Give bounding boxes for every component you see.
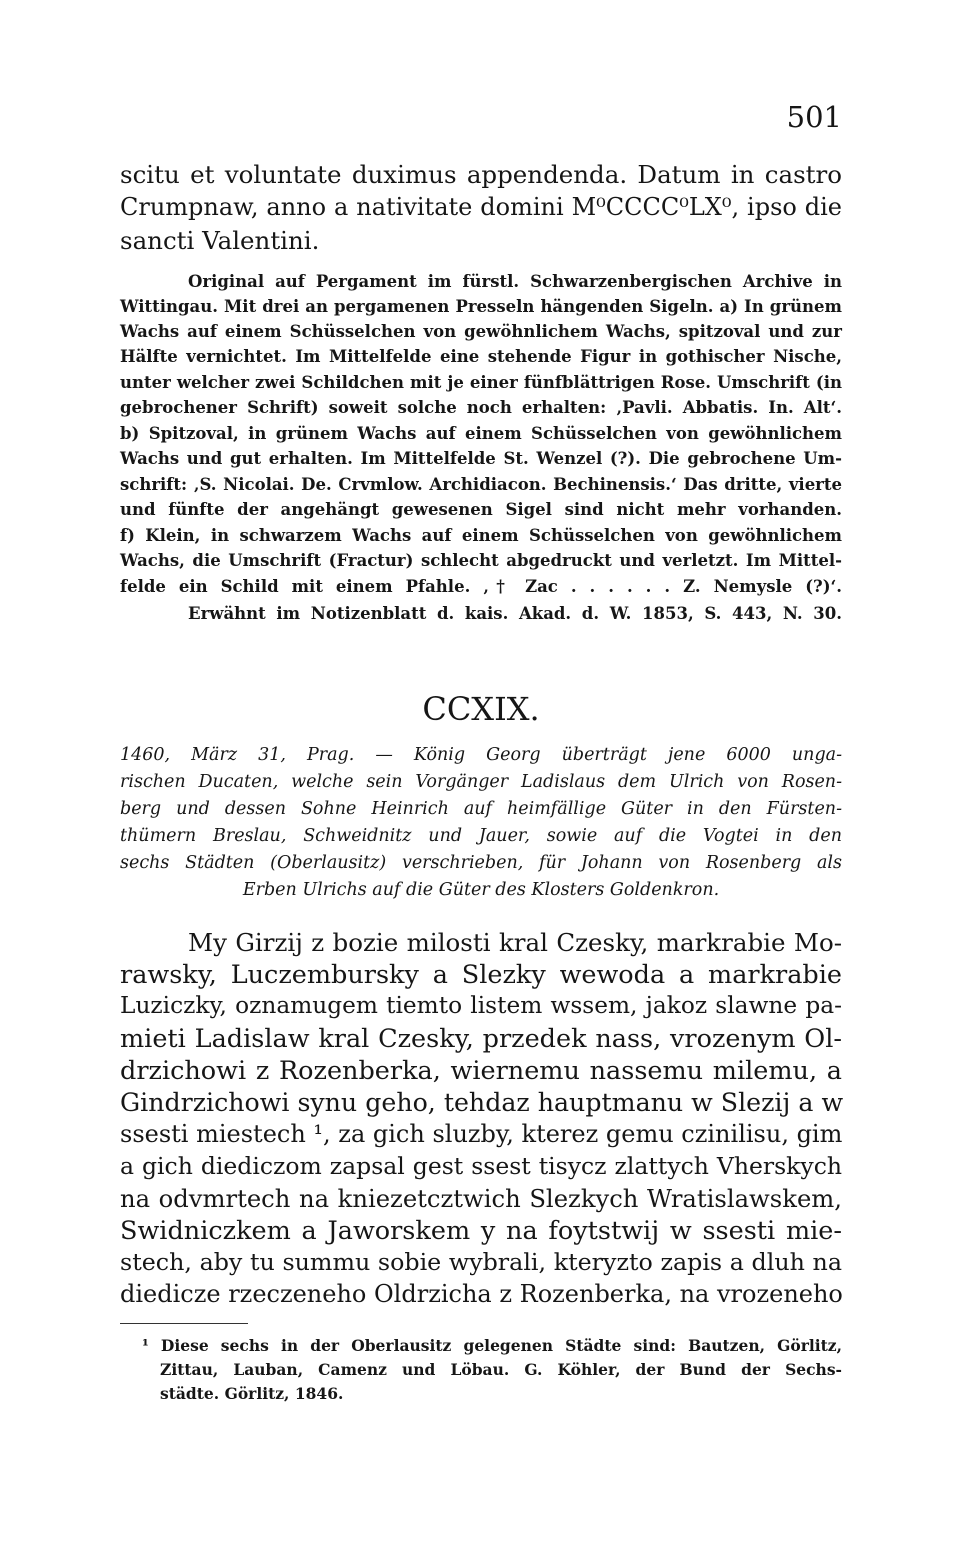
regest-line: thümern Breslau, Schweidnitz und Jauer, sowie auf die Vogtei in den [120,826,842,846]
footnote-line: ¹ Diese sechs in der Oberlausitz gelegenen Städte sind: Bautzen, Görlitz, [142,1336,842,1355]
regest-line: 1460, März 31, Prag. — König Georg überträgt jene 6000 unga- [120,745,842,765]
body-line: diedicze rzeczeneho Oldrzicha z Rozenberka, na vrozeneho [120,1280,843,1308]
note-line: Wachs, die Umschrift (Fractur) schlecht abgedruckt und verletzt. Im Mittel- [120,551,842,570]
document-number: CCXIX. [422,690,540,728]
regest-line: Erben Ulrichs auf die Güter des Klosters Goldenkron. [242,880,720,900]
body-line: My Girzij z bozie milosti kral Czesky, markrabie Mo- [188,928,842,957]
note-line: Hälfte vernichtet. Im Mittelfelde eine stehende Figur in gothischer Nische, [120,347,842,366]
body-line: rawsky, Luczembursky a Slezky wewoda a markrabie [120,960,842,990]
note-line: schrift: ‚S. Nicolai. De. Crvmlow. Archidiacon. Bechinensis.‘ Das dritte, vierte [120,475,842,494]
body-line: mieti Ladislaw kral Czesky, przedek nass, vrozenym Ol- [120,1024,842,1054]
regest-line: rischen Ducaten, welche sein Vorgänger Ladislaus dem Ulrich von Rosen- [120,772,842,792]
note-line: Wachs auf einem Schüsselchen von gewöhnlichem Wachs, spitzoval und zur [120,322,842,341]
footnote-rule [120,1323,248,1324]
note-line: Erwähnt im Notizenblatt d. kais. Akad. d. W. 1853, S. 443, N. 30. [188,604,842,623]
opening-line: Crumpnaw, anno a nativitate domini M⁰CCCC⁰LX⁰, ipso die [120,193,842,221]
opening-line: sancti Valentini. [120,226,320,255]
body-line: Swidniczkem a Jaworskem y na foytstwij w ssesti mie- [120,1216,842,1246]
note-line: Wittingau. Mit drei an pergamenen Presseln hängenden Sigeln. a) In grünem [120,297,842,316]
body-line: drzichowi z Rozenberka, wiernemu nassemu milemu, a [120,1056,842,1086]
footnote-line: städte. Görlitz, 1846. [160,1384,344,1403]
note-line: Wachs und gut erhalten. Im Mittelfelde St. Wenzel (?). Die gebrochene Um- [120,449,842,468]
footnote-line: Zittau, Lauban, Camenz und Löbau. G. Köhler, der Bund der Sechs- [160,1360,842,1379]
note-line: f) Klein, in schwarzem Wachs auf einem Schüsselchen von gewöhnlichem [120,526,842,545]
page-number: 501 [786,100,842,134]
body-line: na odvmrtech na kniezetcztwich Slezkych Wratislawskem, [120,1184,842,1213]
body-line: Luziczky, oznamugem tiemto listem wssem, jakoz slawne pa- [120,992,842,1019]
note-line: unter welcher zwei Schildchen mit je einer fünfblättrigen Rose. Umschrift (in [120,373,842,392]
regest-line: berg und dessen Sohne Heinrich auf heimfällige Güter in den Fürsten- [120,799,842,819]
body-line: Gindrzichowi synu geho, tehdaz hauptmanu w Slezij a w [120,1088,844,1117]
note-line: und fünfte der angehängt gewesenen Sigel sind nicht mehr vorhanden. [120,500,842,519]
body-line: a gich diediczom zapsal gest ssest tisycz zlattych Vherskych [120,1152,842,1180]
regest-line: sechs Städten (Oberlausitz) verschrieben, für Johann von Rosenberg als [120,853,842,873]
note-line: b) Spitzoval, in grünem Wachs auf einem Schüsselchen von gewöhnlichem [120,424,842,443]
note-line: gebrochener Schrift) soweit solche noch erhalten: ‚Pavli. Abbatis. In. Alt‘. [120,398,842,417]
body-line: stech, aby tu summu sobie wybrali, kteryzto zapis a dluh na [120,1248,842,1276]
body-line: ssesti miestech ¹, za gich sluzby, kterez gemu czinilisu, gim [120,1120,843,1148]
note-line: Original auf Pergament im fürstl. Schwarzenbergischen Archive in [188,272,842,291]
note-line: felde ein Schild mit einem Pfahle. ‚† Zac . . . . . . Z. Nemysle (?)‘. [120,577,842,596]
opening-line: scitu et voluntate duximus appendenda. Datum in castro [120,160,842,189]
